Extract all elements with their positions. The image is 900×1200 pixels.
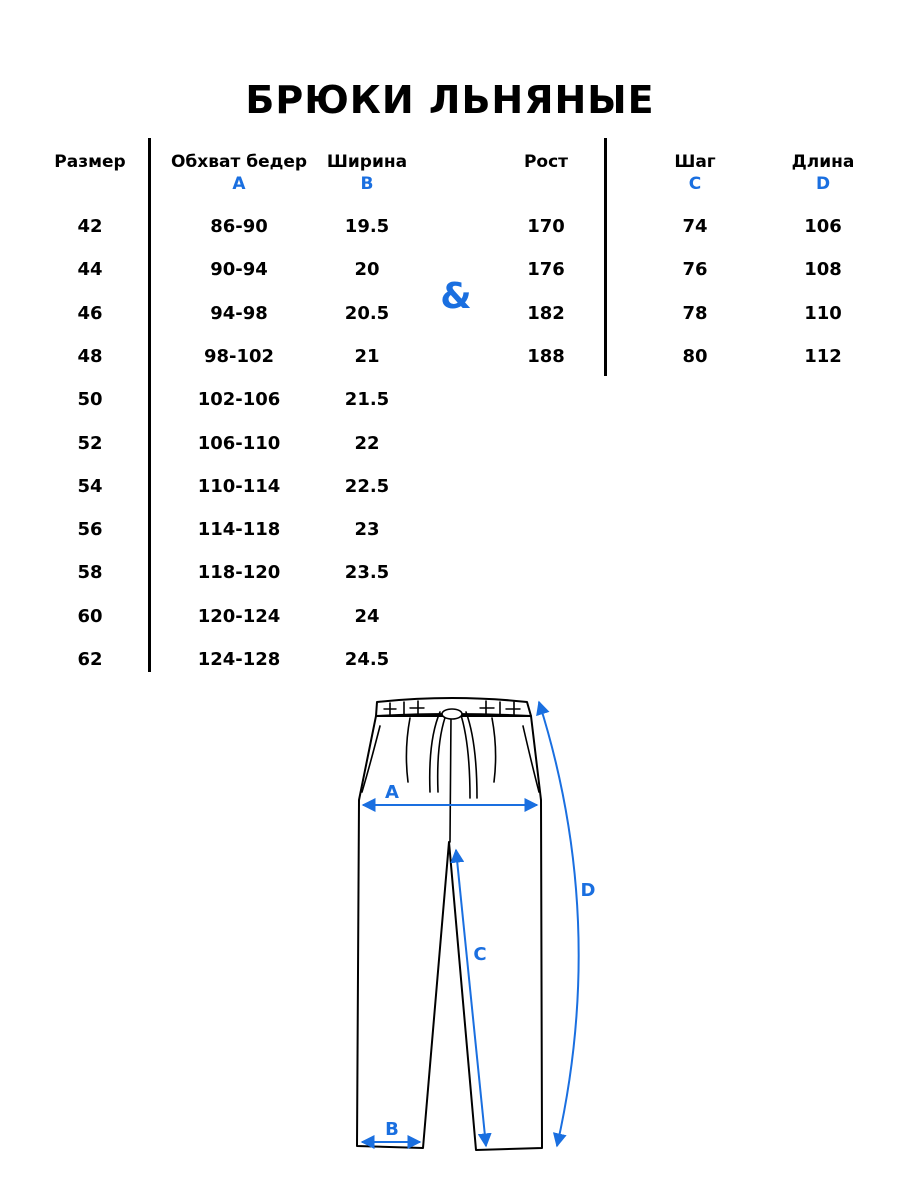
height_table-length-cell: 110 bbox=[804, 303, 842, 324]
size_table-hip-cell: 98-102 bbox=[203, 346, 275, 367]
size_table-size-cell: 42 bbox=[77, 216, 103, 237]
size_table-size-cell: 52 bbox=[77, 433, 103, 454]
header-hip: Обхват бедер bbox=[170, 152, 308, 172]
size_table-width-cell: 24.5 bbox=[344, 649, 390, 670]
header-width: Ширина bbox=[326, 152, 408, 172]
size_table-hip-cell: 124-128 bbox=[197, 649, 281, 670]
size_table-size-cell: 56 bbox=[77, 519, 103, 540]
height_table-inseam-cell: 76 bbox=[682, 259, 708, 280]
letter-width: B bbox=[360, 174, 374, 194]
size_table-hip-cell: 118-120 bbox=[197, 562, 281, 583]
height_table-height-cell: 176 bbox=[527, 259, 565, 280]
height_table-inseam-cell: 80 bbox=[682, 346, 708, 367]
size_table-size-cell: 54 bbox=[77, 476, 103, 497]
label-a: A bbox=[385, 782, 399, 803]
size_table-size-cell: 50 bbox=[77, 389, 103, 410]
label-b: B bbox=[385, 1119, 399, 1140]
height_table-inseam-cell: 78 bbox=[682, 303, 708, 324]
size_table-hip-cell: 110-114 bbox=[197, 476, 281, 497]
size_table-width-cell: 19.5 bbox=[344, 216, 390, 237]
label-c: C bbox=[473, 944, 487, 965]
size_table-width-cell: 20 bbox=[354, 259, 380, 280]
size_table-hip-cell: 114-118 bbox=[197, 519, 281, 540]
label-d: D bbox=[580, 880, 596, 901]
ampersand: & bbox=[440, 276, 472, 317]
size_table-size-cell: 46 bbox=[77, 303, 103, 324]
height_table-height-cell: 182 bbox=[527, 303, 565, 324]
size_table-width-cell: 23.5 bbox=[344, 562, 390, 583]
size_table-width-cell: 20.5 bbox=[344, 303, 390, 324]
size_table-size-cell: 58 bbox=[77, 562, 103, 583]
pants-outline bbox=[357, 698, 542, 1150]
size_table-hip-cell: 106-110 bbox=[197, 433, 281, 454]
size_table-hip-cell: 94-98 bbox=[210, 303, 268, 324]
height_table-height-cell: 188 bbox=[527, 346, 565, 367]
height_table-inseam-cell: 74 bbox=[682, 216, 708, 237]
size_table-size-cell: 62 bbox=[77, 649, 103, 670]
size_table-width-cell: 21 bbox=[354, 346, 380, 367]
height_table-length-cell: 108 bbox=[804, 259, 842, 280]
size_table-width-cell: 22 bbox=[354, 433, 380, 454]
letter-hip: A bbox=[232, 174, 246, 194]
size_table-width-cell: 21.5 bbox=[344, 389, 390, 410]
size_table-width-cell: 22.5 bbox=[344, 476, 390, 497]
header-height: Рост bbox=[523, 152, 569, 172]
size_table-size-cell: 48 bbox=[77, 346, 103, 367]
size_table-hip-cell: 86-90 bbox=[210, 216, 268, 237]
height_table-length-cell: 112 bbox=[804, 346, 842, 367]
header-length: Длина bbox=[791, 152, 855, 172]
letter-length: D bbox=[815, 174, 831, 194]
size_table-width-cell: 23 bbox=[354, 519, 380, 540]
height_table-length-cell: 106 bbox=[804, 216, 842, 237]
size_table-size-cell: 60 bbox=[77, 606, 103, 627]
size_table-hip-cell: 120-124 bbox=[197, 606, 281, 627]
size_table-hip-cell: 90-94 bbox=[210, 259, 268, 280]
measure-d-arrow bbox=[539, 702, 579, 1146]
header-size: Размер bbox=[54, 152, 126, 172]
page-title: БРЮКИ ЛЬНЯНЫЕ bbox=[245, 78, 655, 122]
size_table-width-cell: 24 bbox=[354, 606, 380, 627]
height_table-height-cell: 170 bbox=[527, 216, 565, 237]
letter-inseam: C bbox=[688, 174, 702, 194]
header-inseam: Шаг bbox=[674, 152, 716, 172]
size_table-hip-cell: 102-106 bbox=[197, 389, 281, 410]
size_table-size-cell: 44 bbox=[77, 259, 103, 280]
